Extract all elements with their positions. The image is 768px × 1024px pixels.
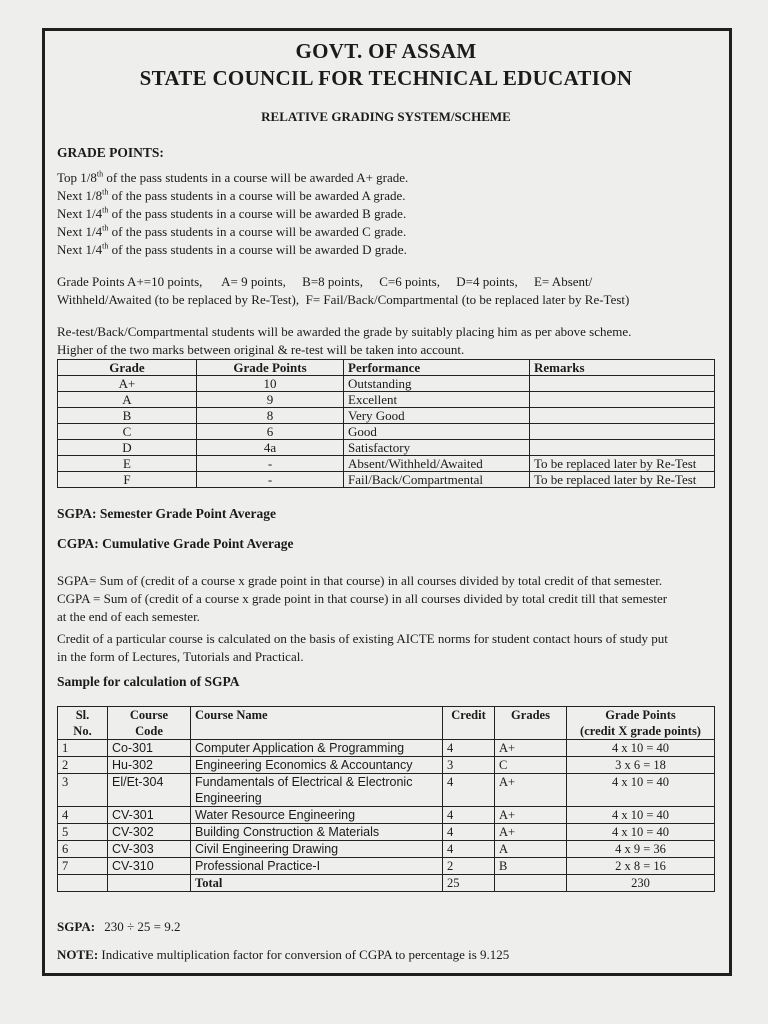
cell-empty	[108, 875, 191, 892]
cell-grade: A+	[495, 774, 567, 807]
credit-note-1: Credit of a particular course is calculated on the basis of existing AICTE norms for student contact hours of study put	[57, 631, 668, 646]
cell-grade: A+	[495, 740, 567, 757]
grade-points-heading: GRADE POINTS:	[57, 145, 164, 160]
table-row	[58, 740, 715, 757]
cell-points: 9	[197, 392, 344, 408]
header-course-name: Course Name	[191, 707, 443, 740]
cgpa-formula-1: CGPA = Sum of (credit of a course x grade point in that course) in all courses divided by total credit till that semester	[57, 591, 668, 606]
cell-grade: D	[58, 440, 197, 456]
table-row	[58, 757, 715, 774]
cell-performance: Outstanding	[344, 376, 530, 392]
cell-remarks	[530, 376, 715, 392]
sample-heading: Sample for calculation of SGPA	[57, 674, 240, 689]
credit-note-2: in the form of Lectures, Tutorials and Practical.	[57, 649, 304, 664]
header-council: STATE COUNCIL FOR TECHNICAL EDUCATION	[139, 66, 633, 90]
header-subtitle: RELATIVE GRADING SYSTEM/SCHEME	[261, 109, 511, 124]
cell-grade: A+	[58, 376, 197, 392]
cell-performance: Excellent	[344, 392, 530, 408]
cell-points: 4a	[197, 440, 344, 456]
table-row	[58, 824, 715, 841]
retest-line-2: Higher of the two marks between original & re-test will be taken into account.	[57, 342, 465, 357]
cell-sl: 4	[58, 807, 108, 824]
cell-grade-points: 4 x 9 = 36	[567, 841, 715, 858]
cell-remarks	[530, 392, 715, 408]
cell-performance: Fail/Back/Compartmental	[344, 472, 530, 488]
cell-empty	[58, 875, 108, 892]
grade-rule: Next 1/4th of the pass students in a course will be awarded D grade.	[57, 241, 407, 257]
header-grade: Grade	[58, 360, 197, 376]
header-performance: Performance	[344, 360, 530, 376]
grade-rule: Next 1/4th of the pass students in a course will be awarded B grade.	[57, 205, 407, 221]
cell-grade: B	[495, 858, 567, 875]
cell-code: Hu-302	[108, 757, 191, 774]
table-row	[58, 392, 715, 408]
table-row	[58, 440, 715, 456]
cell-grade: C	[58, 424, 197, 440]
cell-points: -	[197, 472, 344, 488]
cell-sl: 2	[58, 757, 108, 774]
header-sl: Sl. No.	[58, 707, 108, 740]
cell-points: 10	[197, 376, 344, 392]
cell-credit: 4	[443, 807, 495, 824]
cell-grade: E	[58, 456, 197, 472]
note-text: Indicative multiplication factor for conversion of CGPA to percentage is 9.125	[98, 947, 510, 962]
cell-grade-points: 4 x 10 = 40	[567, 807, 715, 824]
cell-credit: 4	[443, 740, 495, 757]
grade-rule: Next 1/8th of the pass students in a course will be awarded A grade.	[57, 187, 406, 203]
cell-code: El/Et-304	[108, 774, 191, 807]
total-credit: 25	[443, 875, 495, 892]
cell-grade: B	[58, 408, 197, 424]
table-row	[58, 841, 715, 858]
table-row	[58, 774, 715, 807]
cell-credit: 4	[443, 824, 495, 841]
cell-grade-points: 4 x 10 = 40	[567, 774, 715, 807]
cgpa-formula-2: at the end of each semester.	[57, 609, 200, 624]
header-grade-points: Grade Points	[197, 360, 344, 376]
cell-code: CV-310	[108, 858, 191, 875]
cell-remarks: To be replaced later by Re-Test	[530, 472, 715, 488]
cell-course-name: Engineering Economics & Accountancy	[191, 757, 443, 774]
cell-grade-points: 2 x 8 = 16	[567, 858, 715, 875]
cell-sl: 1	[58, 740, 108, 757]
cell-code: CV-301	[108, 807, 191, 824]
cgpa-definition: CGPA: Cumulative Grade Point Average	[57, 536, 294, 551]
cell-course-name: Building Construction & Materials	[191, 824, 443, 841]
cell-sl: 7	[58, 858, 108, 875]
cell-grade: F	[58, 472, 197, 488]
sgpa-result	[57, 918, 715, 936]
header-govt: GOVT. OF ASSAM	[295, 39, 477, 63]
cell-grade: A+	[495, 824, 567, 841]
table-row	[58, 456, 715, 472]
total-row	[58, 875, 715, 892]
conversion-note	[57, 946, 715, 964]
header-remarks: Remarks	[530, 360, 715, 376]
cell-course-name: Computer Application & Programming	[191, 740, 443, 757]
points-line-1: Grade Points A+=10 points, A= 9 points, B=8 points, C=6 points, D=4 points, E= Absent/	[57, 274, 593, 289]
table-row	[58, 858, 715, 875]
sgpa-result-label: SGPA:	[57, 919, 96, 934]
header-grades: Grades	[495, 707, 567, 740]
cell-sl: 5	[58, 824, 108, 841]
sgpa-formula: SGPA= Sum of (credit of a course x grade point in that course) in all courses divided by total credit of that semester.	[57, 573, 663, 588]
cell-credit: 3	[443, 757, 495, 774]
cell-grade-points: 4 x 10 = 40	[567, 740, 715, 757]
document-border	[42, 28, 732, 976]
table-row	[58, 408, 715, 424]
cell-code: CV-302	[108, 824, 191, 841]
cell-performance: Satisfactory	[344, 440, 530, 456]
total-grade-points: 230	[567, 875, 715, 892]
cell-grade: C	[495, 757, 567, 774]
cell-credit: 4	[443, 774, 495, 807]
cell-course-name: Water Resource Engineering	[191, 807, 443, 824]
header-grade-points: Grade Points (credit X grade points)	[567, 707, 715, 740]
table-row	[58, 424, 715, 440]
table-row	[58, 376, 715, 392]
cell-code: Co-301	[108, 740, 191, 757]
cell-points: 8	[197, 408, 344, 424]
cell-sl: 6	[58, 841, 108, 858]
cell-remarks	[530, 408, 715, 424]
retest-line-1: Re-test/Back/Compartmental students will be awarded the grade by suitably placing him as per above scheme.	[57, 324, 632, 339]
sgpa-result-value: 230 ÷ 25 = 9.2	[104, 919, 181, 934]
grade-rule: Top 1/8th of the pass students in a course will be awarded A+ grade.	[57, 169, 409, 185]
grade-table	[57, 359, 715, 488]
cell-remarks: To be replaced later by Re-Test	[530, 456, 715, 472]
cell-points: -	[197, 456, 344, 472]
cell-credit: 2	[443, 858, 495, 875]
cell-performance: Absent/Withheld/Awaited	[344, 456, 530, 472]
cell-sl: 3	[58, 774, 108, 807]
cell-code: CV-303	[108, 841, 191, 858]
note-label: NOTE:	[57, 947, 99, 962]
cell-performance: Good	[344, 424, 530, 440]
header-credit: Credit	[443, 707, 495, 740]
grade-rules	[57, 169, 715, 259]
cell-grade-points: 3 x 6 = 18	[567, 757, 715, 774]
cell-grade: A	[58, 392, 197, 408]
cell-points: 6	[197, 424, 344, 440]
table-row	[58, 807, 715, 824]
grade-rule: Next 1/4th of the pass students in a course will be awarded C grade.	[57, 223, 407, 239]
sgpa-table-header	[58, 707, 715, 740]
sgpa-sample-table	[57, 706, 715, 892]
cell-course-name: Professional Practice-I	[191, 858, 443, 875]
cell-remarks	[530, 440, 715, 456]
cell-course-name: Fundamentals of Electrical & Electronic Engineering	[191, 774, 443, 807]
cell-credit: 4	[443, 841, 495, 858]
cell-grade: A+	[495, 807, 567, 824]
cell-empty	[495, 875, 567, 892]
cell-grade: A	[495, 841, 567, 858]
points-line-2: Withheld/Awaited (to be replaced by Re-Test), F= Fail/Back/Compartmental (to be replaced later by Re-Test)	[57, 292, 630, 307]
total-label: Total	[191, 875, 443, 892]
table-row	[58, 472, 715, 488]
cell-performance: Very Good	[344, 408, 530, 424]
header-course-code: Course Code	[108, 707, 191, 740]
cell-grade-points: 4 x 10 = 40	[567, 824, 715, 841]
cell-course-name: Civil Engineering Drawing	[191, 841, 443, 858]
cell-remarks	[530, 424, 715, 440]
sgpa-definition: SGPA: Semester Grade Point Average	[57, 506, 276, 521]
grade-table-header	[58, 360, 715, 376]
